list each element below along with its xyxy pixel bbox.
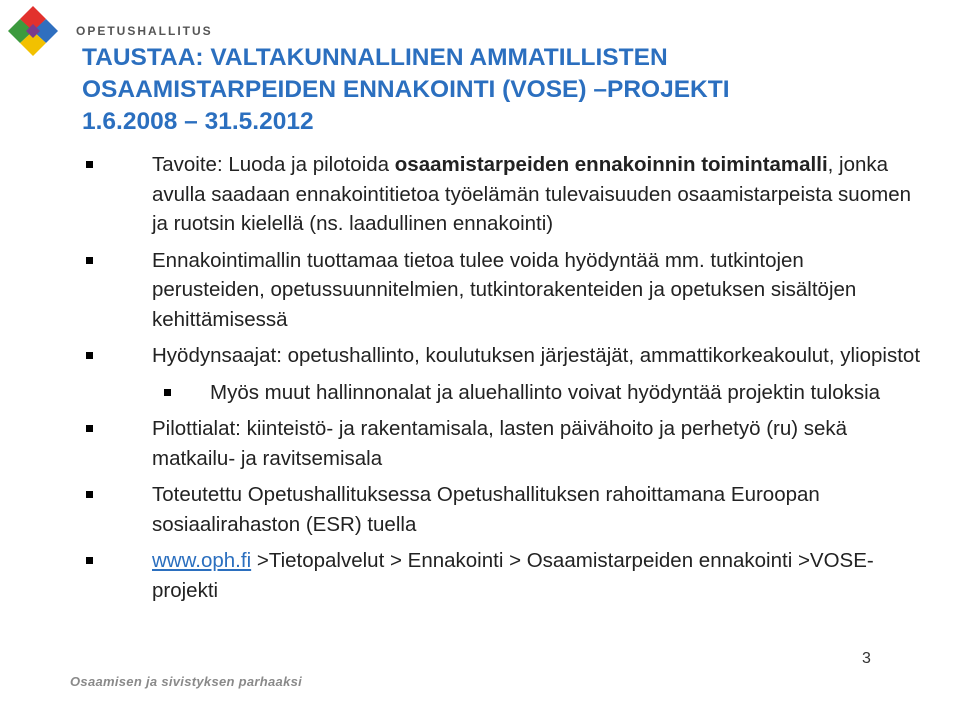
bullet-usage: [82, 246, 922, 335]
bullet-beneficiaries-text: Hyödynsaajat: opetushallinto, koulutuksen järjestäjät, ammattikorkeakoulut, yliopistot: [152, 344, 921, 367]
bullet-funding: [82, 480, 922, 539]
bullet-usage-text: Ennakointimallin tuottamaa tietoa tulee voida hyödyntää mm. tutkintojen perusteiden, opetussuunnitelmien, tutkintorakenteiden ja opetuksen sisältöjen kehittämisessä: [152, 248, 857, 331]
bullet-goal-bold: osaamistarpeiden ennakoinnin toimintamalli: [394, 153, 828, 176]
bullet-pilot-fields-text: Pilottialat: kiinteistö- ja rakentamisala, lasten päivähoito ja perhetyö (ru) sekä matkailu- ja ravitsemisala: [152, 417, 848, 470]
title-line-3: 1.6.2008 – 31.5.2012: [82, 108, 314, 135]
bullet-beneficiaries: [82, 341, 922, 371]
square-bullet-icon: [86, 425, 93, 432]
oph-link[interactable]: www.oph.fi: [152, 549, 252, 572]
bullet-goal-post: , jonka avulla saadaan ennakointitietoa työelämän tulevaisuuden osaamistarpeista suomen ja ruotsin kielellä (ns. laadullinen ennakointi): [152, 153, 911, 235]
sub-bullet-other-sectors-text: Myös muut hallinnonalat ja aluehallinto voivat hyödyntää projektin tuloksia: [210, 380, 881, 404]
bullet-goal-pre: Tavoite: Luoda ja pilotoida: [152, 153, 395, 176]
bullet-funding-text: Toteutettu Opetushallituksessa Opetushallituksen rahoittamana Euroopan sosiaalirahaston (ESR) tuella: [152, 483, 820, 536]
bullet-pilot-fields: [82, 414, 922, 473]
slide-title: [82, 42, 942, 138]
bullet-link-path: >Tietopalvelut > Ennakointi > Osaamistarpeiden ennakointi >VOSE-projekti: [152, 549, 874, 602]
square-bullet-icon: [86, 161, 93, 168]
page-number: 3: [862, 650, 871, 667]
square-bullet-icon: [86, 352, 93, 359]
title-line-1: TAUSTAA: VALTAKUNNALLINEN AMMATILLISTEN: [82, 44, 668, 71]
square-bullet-icon: [86, 491, 93, 498]
sub-bullet-other-sectors: [82, 378, 922, 408]
bullet-goal: [82, 150, 922, 239]
square-bullet-icon: [164, 389, 171, 396]
opetushallitus-diamond-logo-icon: [6, 4, 60, 58]
square-bullet-icon: [86, 257, 93, 264]
title-line-2: OSAAMISTARPEIDEN ENNAKOINTI (VOSE) –PROJEKTI: [82, 76, 730, 103]
bullet-link: [82, 546, 922, 605]
org-name: OPETUSHALLITUS: [76, 24, 213, 38]
square-bullet-icon: [86, 557, 93, 564]
bullet-list: [82, 150, 922, 612]
footer-slogan: Osaamisen ja sivistyksen parhaaksi: [70, 674, 303, 689]
